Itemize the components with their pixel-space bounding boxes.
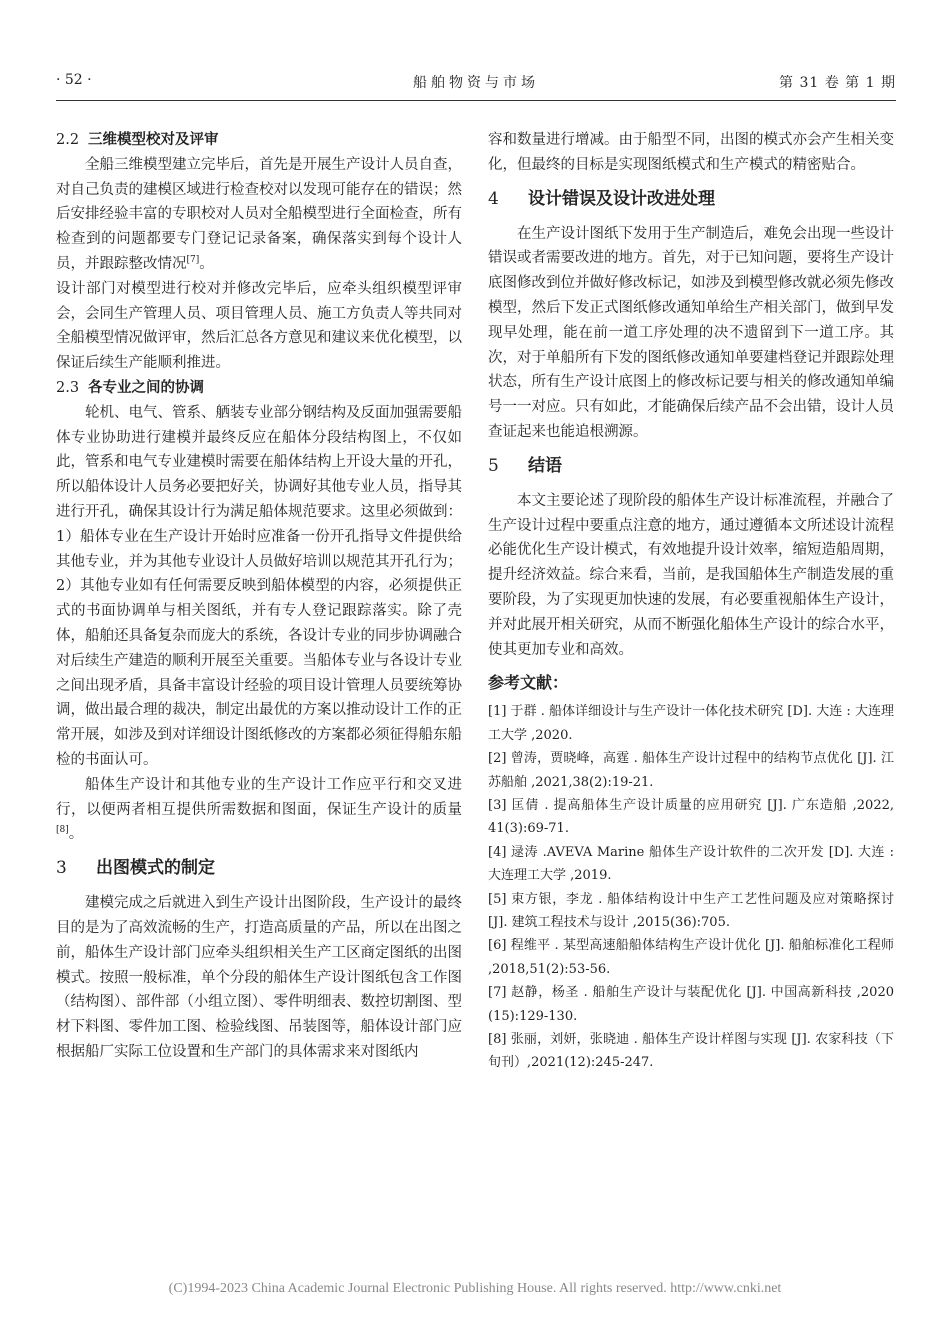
section-number: 2.2 [56, 132, 80, 148]
paragraph: 全船三维模型建立完毕后，首先是开展生产设计人员自查，对自己负责的建模区域进行检查校对以发现可能存在的错误；然后安排经验丰富的专职校对人员对全船模型进行全面检查，所有检查到的问题都要专门登记记录备案，确保落实到每个设计人员，并跟踪整改情况[7]。 [56, 156, 462, 272]
journal-title: 船舶物资与市场 [413, 75, 539, 91]
section-4-heading [488, 186, 894, 212]
references-heading: 参考文献： [488, 673, 569, 693]
reference-item: [8] 张丽，刘妍，张晓迪 . 船体生产设计样图与实现 [J]. 农家科技（下旬刊）,2021(12):245-247. [488, 1032, 894, 1071]
left-column [56, 128, 462, 1065]
section-number: 5 [488, 455, 499, 476]
section-number: 2.3 [56, 379, 80, 396]
paragraph: 在生产设计图纸下发用于生产制造后，难免会出现一些设计错误或者需要改进的地方。首先，对于已知问题，要将生产设计底图修改到位并做好修改标记，如涉及到模型修改就必须先修改模型，然后下发正式图纸修改通知单给生产相关部门，做到早发现早处理，能在前一道工序处理的决不遗留到下一道工序。其次，对于单船所有下发的图纸修改通知单要建档登记并跟踪处理状态，所有生产设计底图上的修改标记要与相关的修改通知单编号一一对应。只有如此，才能确保后续产品不会出错，设计人员查证起来也能追根溯源。 [488, 225, 894, 440]
section-title: 出图模式的制定 [96, 858, 215, 879]
paragraph: 轮机、电气、管系、舾装专业部分钢结构及反面加强需要船体专业协助进行建模并最终反应在船体分段结构图上，不仅如此，管系和电气专业建模时需要在船体结构上开设大量的开孔，所以船体设计人员务必要把好关，协调好其他专业人员，指导其进行开孔，确保其设计行为满足船体规范要求。这里必须做到：1）船体专业在生产设计开始时应准备一份开孔指导文件提供给其他专业，并为其他专业设计人员做好培训以规范其开孔行为；2）其他专业如有任何需要反映到船体模型的内容，必须提供正式的书面协调单与相关图纸，并有专人登记跟踪落实。除了壳体，船舶还具备复杂而庞大的系统，各设计专业的同步协调融合对后续生产建造的顺利开展至关重要。当船体专业与各设计专业之间出现矛盾，具备丰富设计经验的项目设计管理人员要统筹协调，做出最合理的裁决，制定出最优的方案以推动设计工作的正常开展，如涉及到对详细设计图纸修改的方案都必须征得船东船检的书面认可。 [56, 404, 462, 768]
section-number: 3 [56, 858, 67, 879]
section-title: 结语 [528, 455, 562, 476]
paragraph: 设计部门对模型进行校对并修改完毕后，应牵头组织模型评审会，会同生产管理人员、项目管理人员、施工方负责人等共同对全船模型情况做评审，然后汇总各方意见和建议来优化模型，以保证后续生产能顺利推进。 [56, 280, 462, 372]
reference-item: [2] 曾涛，贾晓峰，高霆 . 船体生产设计过程中的结构节点优化 [J]. 江苏船舶 ,2021,38(2):19-21. [488, 751, 894, 790]
volume-issue: 第 31 卷 第 1 期 [779, 75, 896, 91]
paragraph: 建模完成之后就进入到生产设计出图阶段，生产设计的最终目的是为了高效流畅的生产，打造高质量的产品，所以在出图之前，船体生产设计部门应牵头组织相关生产工区商定图纸的出图模式。按照一般标准，单个分段的船体生产设计图纸包含工作图（结构图）、部件部（小组立图）、零件明细表、数控切割图、型材下料图、零件加工图、检验线图、吊装图等，船体设计部门应根据船厂实际工位设置和生产部门的具体需求来对图纸内 [56, 895, 462, 1060]
reference-item: [5] 束方银，李龙 . 船体结构设计中生产工艺性问题及应对策略探讨 [J]. 建筑工程技术与设计 ,2015(36):705. [488, 891, 894, 930]
paragraph: 船体生产设计和其他专业的生产设计工作应平行和交叉进行，以便两者相互提供所需数据和图面，保证生产设计的质量[8]。 [56, 776, 462, 843]
section-title: 各专业之间的协调 [88, 379, 204, 396]
section-5-heading [488, 453, 894, 479]
paragraph: 本文主要论述了现阶段的船体生产设计标准流程，并融合了生产设计过程中要重点注意的地方，通过遵循本文所述设计流程必能优化生产设计模式，有效地提升设计效率，缩短造船周期，提升经济效益。综合来看，当前，是我国船体生产制造发展的重要阶段，为了实现更加快速的发展，有必要重视船体生产设计，并对此展开相关研究，从而不断强化船体生产设计的综合水平，使其更加专业和高效。 [488, 492, 894, 658]
page-number: · 52 · [56, 72, 92, 88]
citation: [7] [186, 254, 200, 265]
paragraph-continued: 容和数量进行增减。由于船型不同，出图的模式亦会产生相关变化，但最终的目标是实现图纸模式和生产模式的精密贴合。 [488, 132, 894, 173]
section-number: 4 [488, 188, 499, 209]
section-2-2-heading [56, 128, 462, 153]
header-rule [56, 100, 896, 101]
reference-item: [4] 逯涛 .AVEVA Marine 船体生产设计软件的二次开发 [D]. 大连 : 大连理工大学 ,2019. [488, 844, 894, 884]
section-title: 设计错误及设计改进处理 [528, 188, 715, 209]
section-2-3-heading [56, 376, 462, 401]
citation: [8] [56, 825, 69, 836]
section-title: 三维模型校对及评审 [88, 132, 219, 148]
right-column [488, 128, 894, 1075]
running-header [56, 68, 896, 94]
reference-item: [3] 匡倩 . 提高船体生产设计质量的应用研究 [J]. 广东造船 ,2022, 41(3):69-71. [488, 797, 894, 837]
section-3-heading [56, 855, 462, 881]
reference-item: [1] 于群 . 船体详细设计与生产设计一体化技术研究 [D]. 大连 : 大连理工大学 ,2020. [488, 704, 894, 743]
reference-item: [6] 程维平 . 某型高速船船体结构生产设计优化 [J]. 船舶标准化工程师 ,2018,51(2):53-56. [488, 938, 894, 977]
reference-item: [7] 赵静，杨圣 . 船舶生产设计与装配优化 [J]. 中国高新科技 ,2020 (15):129-130. [488, 985, 894, 1024]
copyright-footer: (C)1994-2023 China Academic Journal Electronic Publishing House. All rights reserved. http://www.cnki.net [168, 1281, 782, 1296]
